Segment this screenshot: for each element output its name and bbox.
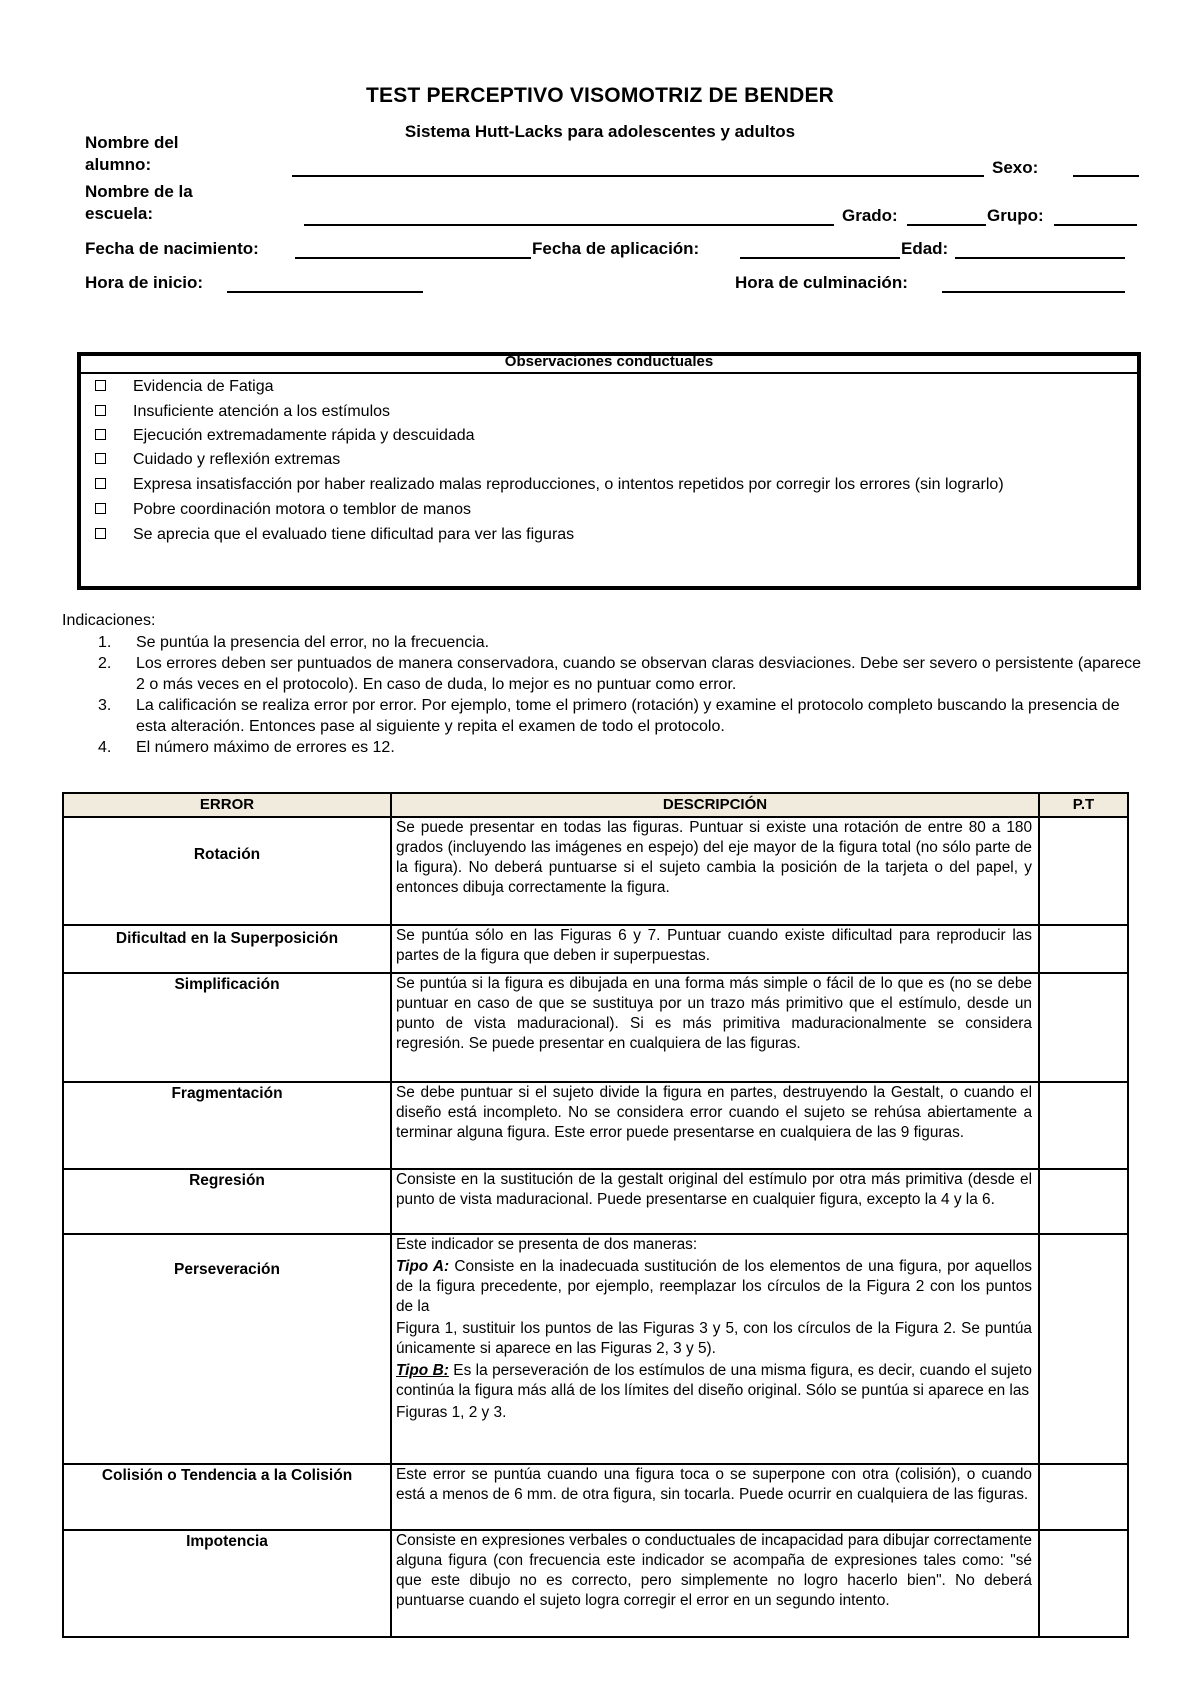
table-row: [63, 925, 1128, 973]
field-hora-culminacion[interactable]: [942, 291, 1125, 293]
checkbox[interactable]: [95, 405, 106, 416]
score-cell[interactable]: [1039, 1082, 1128, 1169]
error-name: Perseveración: [63, 1234, 391, 1464]
field-nombre-alumno[interactable]: [292, 175, 984, 177]
field-nombre-escuela[interactable]: [304, 224, 834, 226]
score-cell[interactable]: [1039, 1530, 1128, 1637]
score-cell[interactable]: [1039, 925, 1128, 973]
error-description: Se debe puntuar si el sujeto divide la figura en partes, destruyendo la Gestalt, o cuando el diseño está incompleto. No se considera error cuando el sujeto se rehúsa abiertamente a terminar alguna figura. Este error puede presentarse en cualquiera de las 9 figuras.: [391, 1082, 1039, 1169]
checkbox[interactable]: [95, 429, 106, 440]
field-fecha-aplicacion[interactable]: [740, 257, 900, 259]
error-description: Consiste en expresiones verbales o conductuales de incapacidad para dibujar correctamente alguna figura (con frecuencia este indicador se acompaña de expresiones tales como: "sé que este dibujo no es correcto, pero simplemente no logro hacerlo bien". No deberá puntuarse cuando el sujeto logra corregir el error en un segundo intento.: [391, 1530, 1039, 1637]
table-row: [63, 1530, 1128, 1637]
observacion-item: Se aprecia que el evaluado tiene dificultad para ver las figuras: [95, 524, 1127, 545]
checkbox[interactable]: [95, 453, 106, 464]
error-name: Colisión o Tendencia a la Colisión: [63, 1464, 391, 1530]
error-description: Este indicador se presenta de dos maneras: Tipo A: Consiste en la inadecuada sustitución de los elementos de una figura, por aquellos de la figura precedente, por ejemplo, reemplazar los círculos de la Figura 2 con los puntos de la Figura 1, sustituir los puntos de las Figuras 3 y 5, con los círculos de la Figura 2. Se puntúa únicamente si aparece en las Figuras 2, 3 y 5). Tipo B: Es la perseveración de los estímulos de una misma figura, es decir, cuando el sujeto continúa la figura más allá de los límites del diseño original. Sólo se puntúa si aparece en las Figuras 1, 2 y 3.: [391, 1234, 1039, 1464]
table-header-row: [63, 793, 1128, 817]
table-row: [63, 1234, 1128, 1464]
header-pt: P.T: [1039, 793, 1128, 817]
label-grupo: Grupo:: [987, 206, 1044, 225]
table-row: [63, 817, 1128, 925]
field-edad[interactable]: [955, 257, 1125, 259]
field-sexo[interactable]: [1073, 175, 1139, 177]
error-description: Consiste en la sustitución de la gestalt original del estímulo por otra más primitiva (desde el punto de vista maduracional. Puede presentarse en cualquier figura, excepto la 4 y la 6.: [391, 1169, 1039, 1234]
observacion-item: Ejecución extremadamente rápida y descuidada: [95, 425, 1127, 446]
indicacion-item: 4. El número máximo de errores es 12.: [98, 739, 395, 756]
observaciones-list: [95, 376, 1127, 545]
indicacion-item: 1. Se puntúa la presencia del error, no la frecuencia.: [98, 634, 490, 651]
label-fecha-nacimiento: Fecha de nacimiento:: [85, 239, 259, 258]
checkbox[interactable]: [95, 528, 106, 539]
score-cell[interactable]: [1039, 1234, 1128, 1464]
checkbox[interactable]: [95, 478, 106, 489]
score-cell[interactable]: [1039, 973, 1128, 1082]
header-error: ERROR: [63, 793, 391, 817]
checkbox[interactable]: [95, 380, 106, 391]
errors-table: [62, 792, 1129, 1638]
observacion-item: Insuficiente atención a los estímulos: [95, 401, 1127, 422]
checkbox[interactable]: [95, 503, 106, 514]
error-name: Impotencia: [63, 1530, 391, 1637]
field-hora-inicio[interactable]: [227, 291, 423, 293]
label-edad: Edad:: [901, 239, 949, 258]
error-description: Se puede presentar en todas las figuras. Puntuar si existe una rotación de entre 80 a 180 grados (incluyendo las imágenes en espejo) del eje mayor de la figura total (no sólo parte de la figura). No deberá puntuarse si el sujeto cambia la posición de la tarjeta o del papel, y entonces dibuja correctamente la figura.: [391, 817, 1039, 925]
indicacion-item: 3. La calificación se realiza error por error. Por ejemplo, tome el primero (rotación) y examine el protocolo completo buscando la presencia de esta alteración. Entonces pase al siguiente y repita el examen de todo el protocolo.: [98, 697, 1120, 735]
observacion-item: Evidencia de Fatiga: [95, 376, 1127, 397]
label-hora-inicio: Hora de inicio:: [85, 273, 204, 292]
label-grado: Grado:: [842, 206, 898, 225]
score-cell[interactable]: [1039, 1169, 1128, 1234]
observacion-item: Expresa insatisfacción por haber realizado malas reproducciones, o intentos repetidos por corregir los errores (sin lograrlo): [95, 474, 1127, 495]
error-description: Se puntúa si la figura es dibujada en una forma más simple o fácil de lo que es (no se debe puntuar en caso de que se sustituya por un trazo más primitivo que el estímulo, desde un punto de vista maduracional). Si es más primitiva maduracionalmente se considera regresión. Se puede presentar en cualquiera de las figuras.: [391, 973, 1039, 1082]
observaciones-title: Observaciones conductuales: [81, 356, 1137, 374]
header-descripcion: DESCRIPCIÓN: [391, 793, 1039, 817]
page-subtitle: Sistema Hutt-Lacks para adolescentes y adultos: [404, 122, 796, 141]
error-name: Dificultad en la Superposición: [63, 925, 391, 973]
score-cell[interactable]: [1039, 817, 1128, 925]
tipo-b-label: Tipo B:: [396, 1362, 449, 1379]
table-row: [63, 1464, 1128, 1530]
indicaciones-list: [98, 632, 1150, 758]
field-fecha-nacimiento[interactable]: [295, 257, 531, 259]
page-title: TEST PERCEPTIVO VISOMOTRIZ DE BENDER: [365, 84, 835, 107]
observacion-item: Pobre coordinación motora o temblor de manos: [95, 499, 1127, 520]
error-name: Regresión: [63, 1169, 391, 1234]
error-name: Rotación: [63, 817, 391, 925]
observacion-item: Cuidado y reflexión extremas: [95, 449, 1127, 470]
label-fecha-aplicacion: Fecha de aplicación:: [532, 239, 700, 258]
field-grupo[interactable]: [1054, 224, 1137, 226]
table-row: [63, 1169, 1128, 1234]
error-description: Este error se puntúa cuando una figura toca o se superpone con otra (colisión), o cuando está a menos de 6 mm. de otra figura, sin tocarla. Puede ocurrir en cualquiera de las figuras.: [391, 1464, 1039, 1530]
error-name: Fragmentación: [63, 1082, 391, 1169]
indicacion-item: 2. Los errores deben ser puntuados de manera conservadora, cuando se observan claras desviaciones. Debe ser severo o persistente (aparece 2 o más veces en el protocolo). En caso de duda, lo mejor es no puntuar como error.: [98, 655, 1142, 693]
error-name: Simplificación: [63, 973, 391, 1082]
indicaciones-title: Indicaciones:: [62, 612, 156, 629]
label-hora-culminacion: Hora de culminación:: [735, 273, 908, 292]
observaciones-box: [77, 352, 1141, 590]
label-sexo: Sexo:: [992, 158, 1039, 177]
score-cell[interactable]: [1039, 1464, 1128, 1530]
label-nombre-escuela: Nombre de la escuela:: [85, 182, 193, 223]
label-nombre-alumno: Nombre del alumno:: [85, 133, 179, 174]
table-row: [63, 973, 1128, 1082]
tipo-a-label: Tipo A:: [396, 1258, 450, 1275]
error-description: Se puntúa sólo en las Figuras 6 y 7. Puntuar cuando existe dificultad para reproducir las partes de la figura que deben ir superpuestas.: [391, 925, 1039, 973]
field-grado[interactable]: [907, 224, 986, 226]
table-row: [63, 1082, 1128, 1169]
